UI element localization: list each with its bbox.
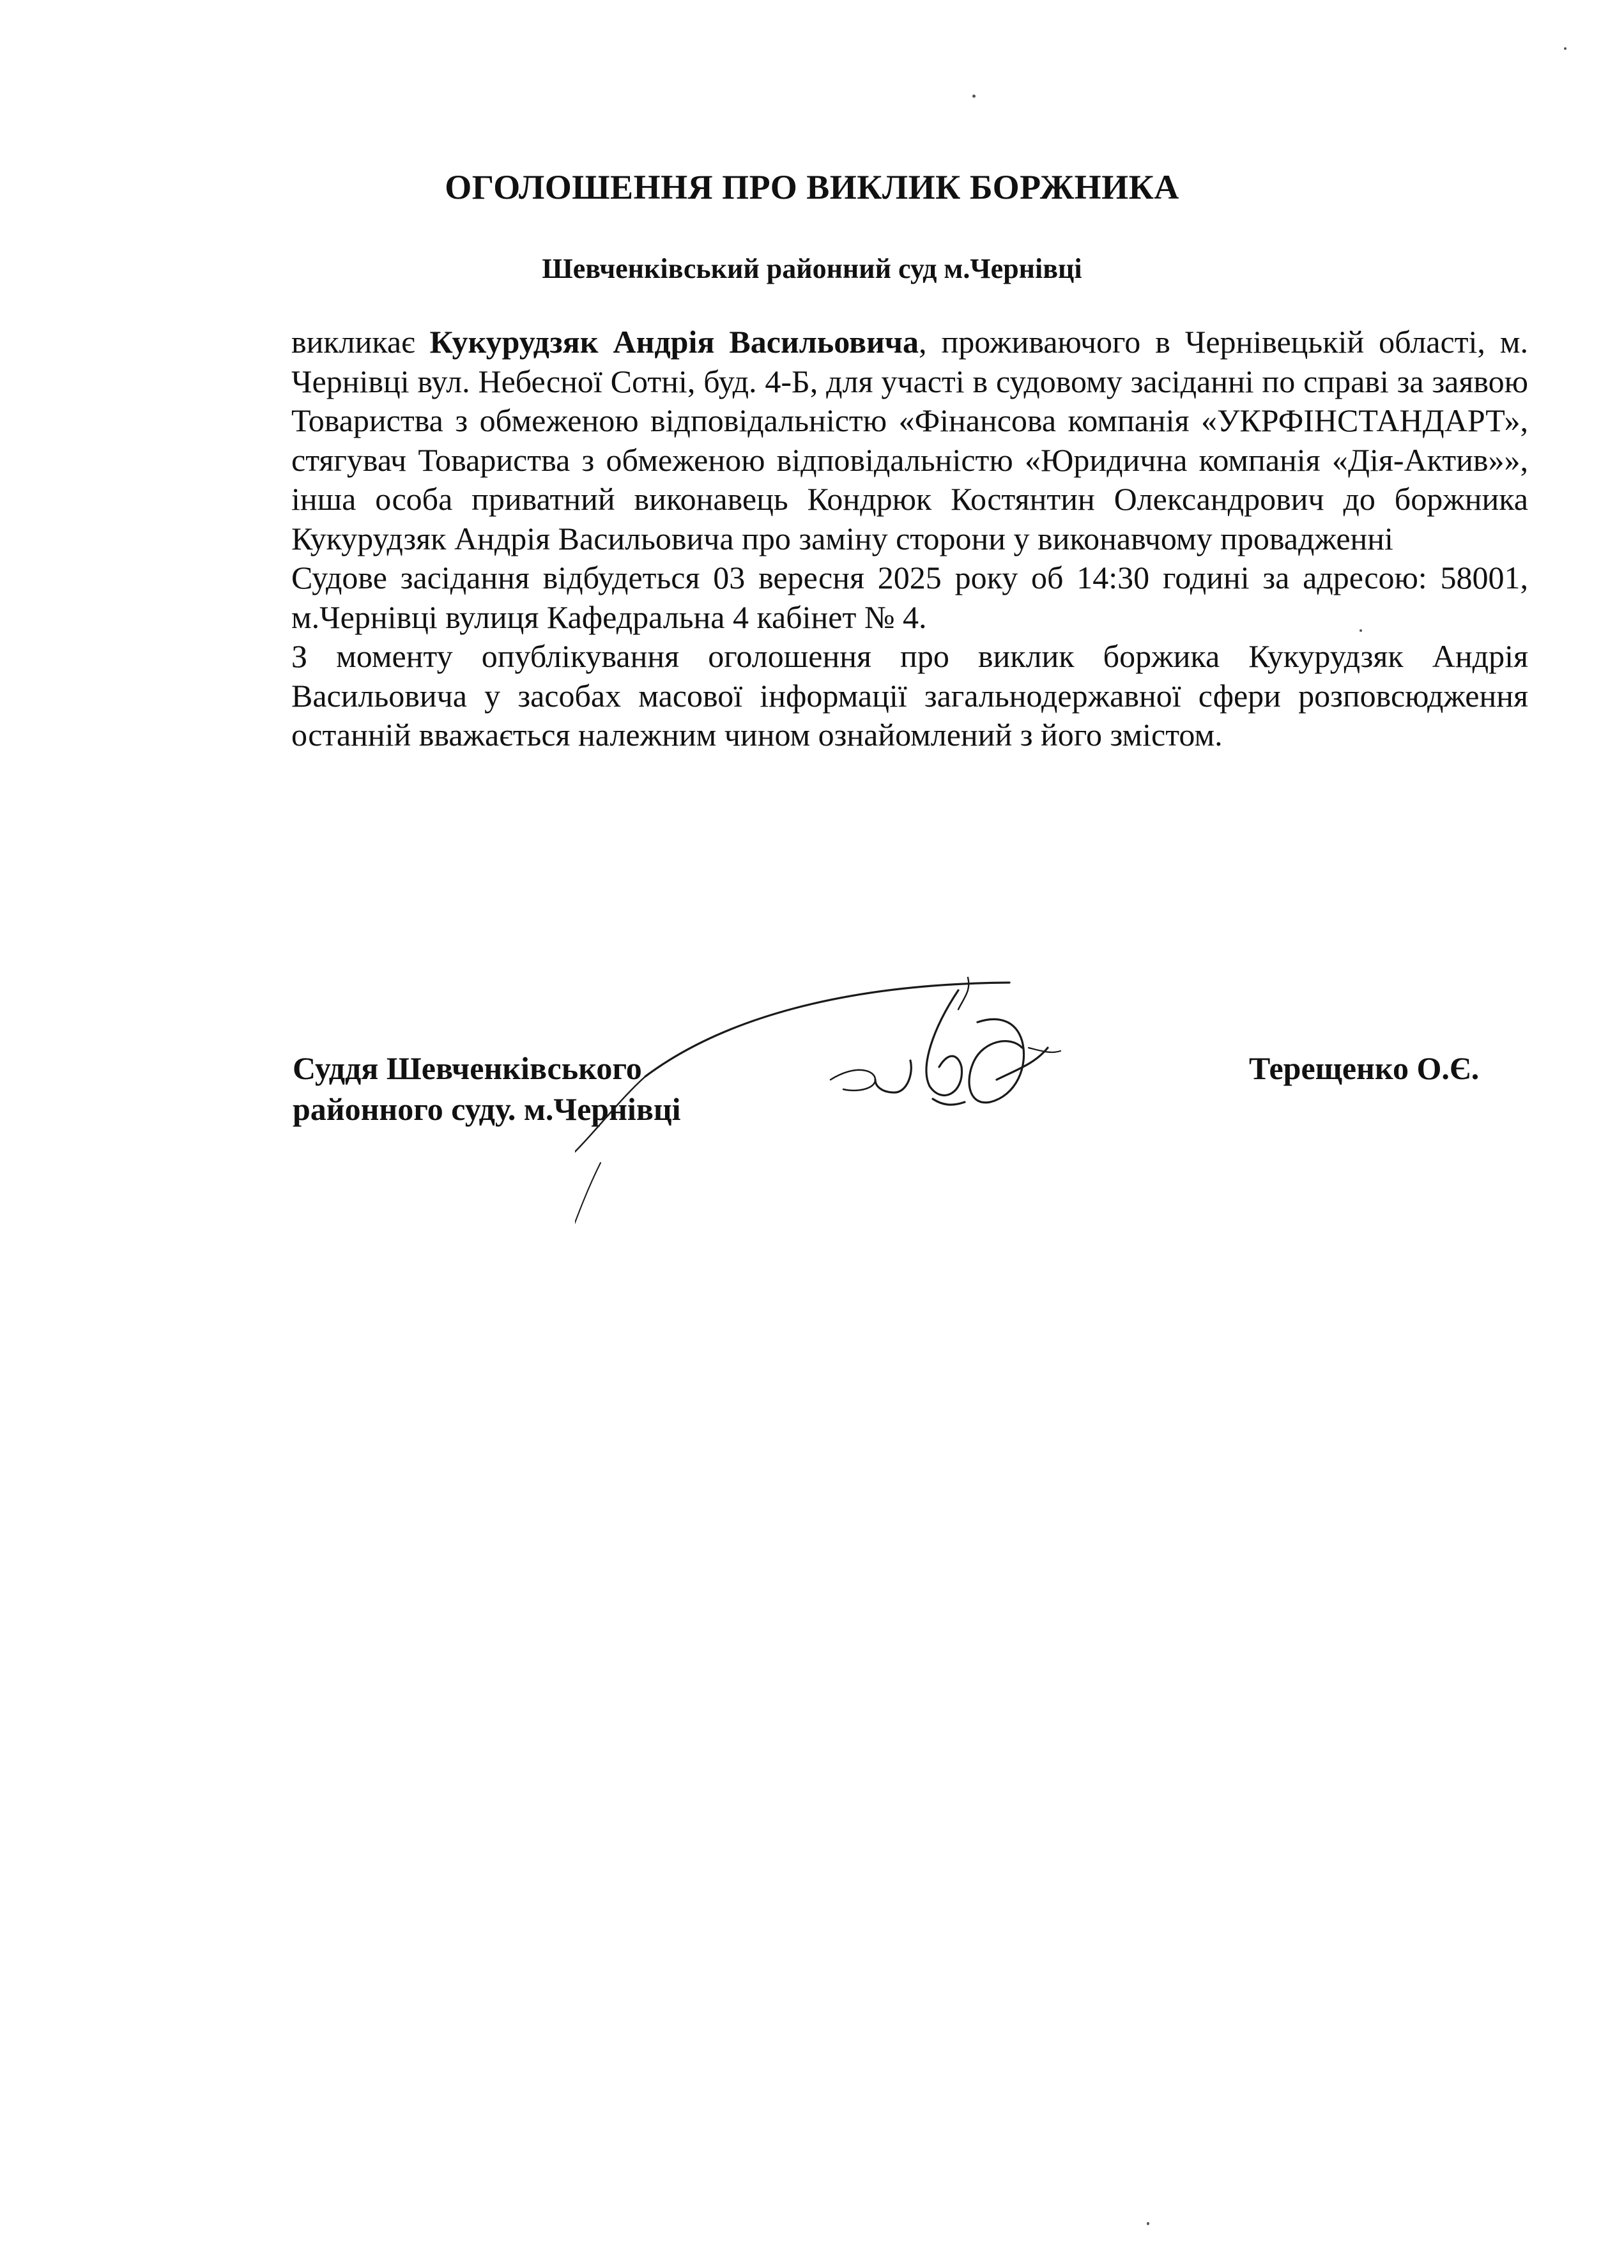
scan-speck — [1564, 47, 1567, 50]
summons-paragraph — [291, 323, 1528, 558]
scan-speck — [1147, 2222, 1149, 2225]
hearing-paragraph: Судове засідання відбудеться 03 вересня 2025 року об 14:30 годині за адресою: 58001, м.Чернівці вулиця Кафедральна 4 кабінет № 4. — [291, 560, 1528, 635]
judge-name: Терещенко О.Є. — [1249, 1050, 1480, 1086]
scan-speck — [972, 95, 976, 98]
judge-position-line2: районного суду. м.Чернівці — [293, 1091, 681, 1127]
debtor-name: Кукурудзяк Андрія Васильовича — [429, 324, 919, 360]
handwritten-signature — [575, 958, 1150, 1265]
summons-details: , проживаючого в Чернівецькій області, м. Чернівці вул. Небесної Сотні, буд. 4-Б, для участі в судовому засіданні по справі за заявою Товариства з обмеженою відповідальністю «Фінансова компанія «УКРФІНСТАНДАРТ», стягувач Товариства з обмеженою відповідальністю «Юридична компанія «Дія-Актив»», інша особа приватний виконавець Кондрюк Костянтин Олександрович до боржника Кукурудзяк Андрія Васильовича про заміну сторони у виконавчому провадженні — [291, 324, 1529, 556]
document-body — [291, 323, 1528, 755]
summons-lead: викликає — [291, 324, 430, 360]
court-name: Шевченківський районний суд м.Чернівці — [542, 253, 1082, 284]
document-title: ОГОЛОШЕННЯ ПРО ВИКЛИК БОРЖНИКА — [445, 168, 1179, 206]
notice-paragraph: З моменту опублікування оголошення про виклик боржика Кукурудзяк Андрія Васильовича у засобах масової інформації загальнодержавної сфери розповсюдження останній вважається належним чином ознайомлений з його змістом. — [291, 638, 1528, 753]
judge-position-line1: Суддя Шевченківського — [293, 1050, 642, 1086]
scan-speck — [1360, 629, 1362, 632]
